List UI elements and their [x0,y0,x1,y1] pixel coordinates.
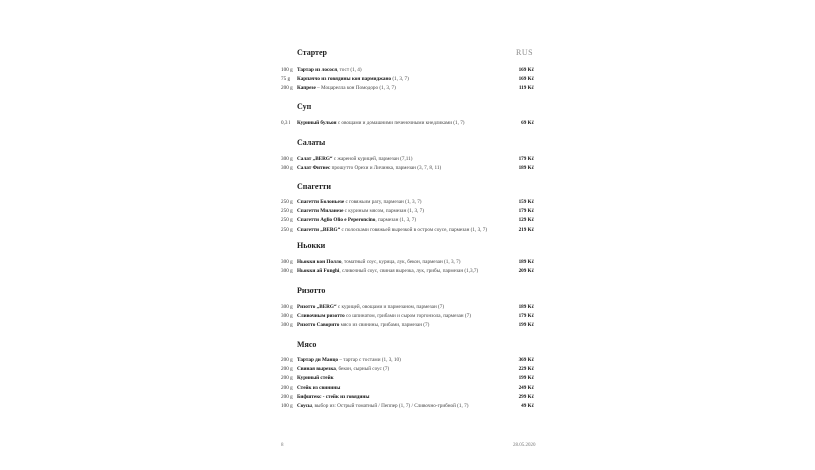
item-price: 159 Kč [518,199,534,205]
item-price: 179 Kč [518,313,534,320]
item-details: , бекон, сырный соус (7) [335,366,390,373]
menu-item [281,374,534,383]
item-description [297,207,502,216]
item-quantity: 300 g [281,156,293,162]
menu-item [281,365,534,374]
item-name: Ризотто „BERG“ [297,304,337,310]
item-price: 189 Kč [518,259,534,265]
menu-item [281,207,534,216]
section-title: Ньокки [297,241,326,250]
item-details: с куриным мясом, пармезан (1, 3, 7) [343,208,424,215]
item-description [297,84,502,93]
item-description [297,321,502,330]
item-details: , тост (1, 4) [337,67,362,73]
item-name: Спагетти „BERG“ [297,226,341,233]
item-description [297,365,502,374]
item-details: со шпинатом, грибами и сыром горгонзола, пармезан (7) [344,313,471,320]
item-description [297,258,502,267]
item-quantity: 300 g [281,313,293,320]
item-details: с полосками говяжьей вырезкой в остром соусе, пармезан (1, 3, 7) [340,226,488,233]
item-details: с овощами и домашними печеночными кнедликами (1, 7) [336,120,465,126]
item-name: Спагетти Болоньезе [297,199,345,205]
menu-item [281,75,534,84]
item-description [297,267,502,276]
item-price: 169 Kč [518,67,534,73]
item-details: с говяжьим рагу, пармезан (1, 3, 7) [344,199,422,205]
section-title: Стартер [297,48,327,57]
item-details: прошутто Орехи и Личинка, пармезан (3, 7, 8, 11) [330,165,442,172]
item-description [297,66,502,75]
item-name: Спагетти Миланезе [297,208,344,215]
item-details: – Моцарелла кон Помодоро (1, 3, 7) [315,85,396,92]
menu-item [281,119,534,128]
section-title: Мясо [297,340,317,349]
item-description [297,384,502,393]
item-name: Куриный стейк [297,375,334,382]
menu-item [281,258,534,267]
item-name: Капрезе [297,85,316,92]
item-quantity: 200 g [281,393,293,400]
item-quantity: 200 g [281,384,293,391]
item-quantity: 75 g [281,76,291,83]
item-name: Тартар ди Манцо [297,357,339,363]
menu-item [281,393,534,402]
item-description [297,198,502,207]
menu-item [281,356,534,365]
menu-item [281,155,534,164]
item-name: Ньокки ай Funghi [297,268,340,275]
menu-item [281,226,534,235]
item-quantity: 250 g [281,208,293,215]
item-price: 199 Kč [518,322,534,329]
item-quantity: 100 g [281,403,293,409]
item-price: 49 Kč [521,403,534,409]
item-price: 299 Kč [518,393,534,400]
item-quantity: 200 g [281,366,293,373]
item-price: 119 Kč [518,85,534,92]
item-quantity: 300 g [281,165,293,172]
section-title: Суп [297,102,312,111]
item-quantity: 200 g [281,357,293,363]
item-description [297,303,502,312]
menu-item [281,312,534,321]
item-description [297,402,502,411]
item-description [297,393,502,402]
item-price: 369 Kč [518,357,534,363]
item-price: 179 Kč [518,156,534,162]
item-quantity: 0,3 l [281,120,291,126]
item-description [297,216,502,225]
item-quantity: 300 g [281,322,293,329]
item-details: , томатный соус, курица, лук, бекон, пармезан (1, 3, 7) [341,259,461,265]
item-quantity: 250 g [281,199,293,205]
menu-item [281,402,534,411]
section-title: Салаты [297,138,326,147]
item-quantity: 300 g [281,259,293,265]
item-name: Бифштекс - стейк из говядины [297,393,370,400]
item-name: Свиная вырезка [297,366,336,373]
item-details: (1, 3, 7) [391,76,409,83]
item-price: 189 Kč [518,304,534,310]
item-details: , пармезан (1, 3, 7) [375,217,417,224]
item-name: Куриный бульон [297,120,337,126]
item-description [297,374,502,383]
item-details: – тартар с тостами (1, 3, 10) [338,357,401,363]
item-name: Салат „BERG“ [297,156,333,162]
item-details: с жареной курицей, пармезан (7,11) [332,156,413,162]
item-quantity: 300 g [281,304,293,310]
item-quantity: 300 g [281,268,293,275]
item-details: мясо из свинины, грибами, пармезан (7) [339,322,430,329]
item-description [297,164,502,173]
menu-item [281,321,534,330]
item-name: Соусы [297,403,312,409]
item-quantity: 250 g [281,226,293,233]
item-price: 209 Kč [518,268,534,275]
item-name: Карпаччо из говядины кон пармиджано [297,76,392,83]
item-quantity: 200 g [281,375,293,382]
item-name: Сливочным ризотто [297,313,345,320]
print-date: 28.05.2020 [513,443,536,448]
menu-item [281,216,534,225]
item-description [297,356,502,365]
item-description [297,119,502,128]
menu-item [281,384,534,393]
item-price: 179 Kč [518,208,534,215]
item-description [297,75,502,84]
menu-item [281,303,534,312]
section-title: Спагетти [297,182,331,191]
item-description [297,155,502,164]
item-quantity: 250 g [281,217,293,224]
language-label: RUS [516,48,534,57]
item-quantity: 200 g [281,85,293,92]
item-price: 229 Kč [518,366,534,373]
item-name: Стейк из свинины [297,384,341,391]
item-price: 249 Kč [518,384,534,391]
section-title: Ризотто [297,286,326,295]
menu-item [281,198,534,207]
menu-item [281,164,534,173]
item-name: Ризотто Саворито [297,322,340,329]
item-quantity: 100 g [281,67,293,73]
item-price: 129 Kč [518,217,534,224]
menu-item [281,84,534,93]
item-name: Спагетти Aglio Olio e Peperoncino [297,217,376,224]
page-number: 8 [281,443,284,448]
item-details: , сливочный соус, свиная вырезка, лук, грибы, пармезан (1,3,7) [339,268,479,275]
item-price: 219 Kč [518,226,534,233]
item-name: Тартар из лосося [297,67,338,73]
item-price: 69 Kč [521,120,534,126]
item-name: Салат Фитнес [297,165,331,172]
item-description [297,312,502,321]
item-details: с курицей, овощами и пармезаном, пармезан (7) [336,304,445,310]
item-name: Ньокки кон Полло [297,259,342,265]
item-price: 169 Kč [518,76,534,83]
menu-item [281,267,534,276]
item-price: 199 Kč [518,375,534,382]
menu-item [281,66,534,75]
item-details: , выбор из: Острый томатный / Пеппер (1, 7) / Сливочно-грибной (1, 7) [311,403,469,409]
item-price: 189 Kč [518,165,534,172]
item-description [297,226,502,235]
